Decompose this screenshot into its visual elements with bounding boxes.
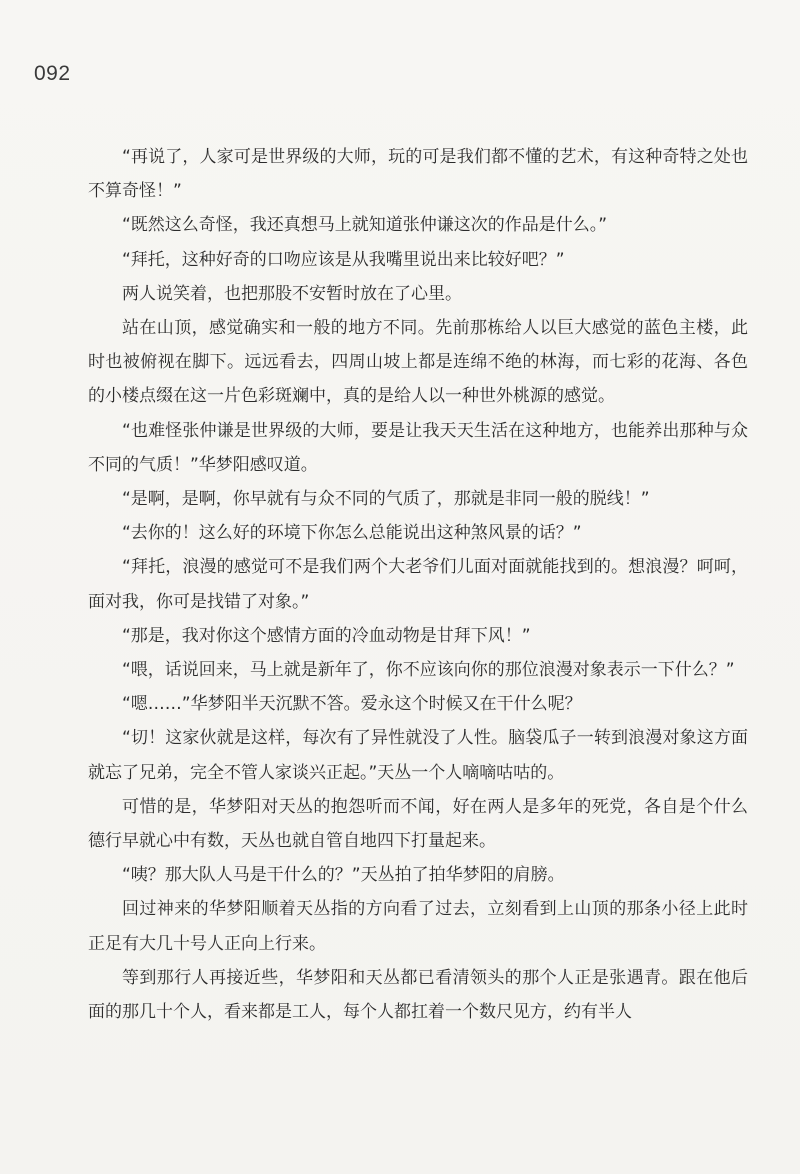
paragraph: 两人说笑着，也把那股不安暂时放在了心里。 (122, 283, 462, 304)
body-text (88, 140, 748, 1029)
paragraph: “嗯……”华梦阳半天沉默不答。爱永这个时候又在干什么呢？ (122, 694, 582, 715)
paragraph: “再说了，人家可是世界级的大师，玩的可是我们都不懂的艺术，有这种奇特之处也不算奇怪！” (88, 147, 748, 202)
paragraph: “是啊，是啊，你早就有与众不同的气质了，那就是非同一般的脱线！” (122, 489, 650, 510)
paragraph: “切！这家伙就是这样，每次有了异性就没了人性。脑袋瓜子一转到浪漫对象这方面就忘了兄弟，完全不管人家谈兴正起。”天丛一个人嘀嘀咕咕的。 (88, 728, 748, 783)
paragraph: “也难怪张仲谦是世界级的大师，要是让我天天生活在这种地方，也能养出那种与众不同的气质！”华梦阳感叹道。 (88, 420, 748, 475)
paragraph: “咦？那大队人马是干什么的？”天丛拍了拍华梦阳的肩膀。 (122, 865, 565, 886)
paragraph: 站在山顶，感觉确实和一般的地方不同。先前那栋给人以巨大感觉的蓝色主楼，此时也被俯视在脚下。远远看去，四周山坡上都是连绵不绝的林海，而七彩的花海、各色的小楼点缀在这一片色彩斑斓中，真的是给人以一种世外桃源的感觉。 (88, 318, 748, 407)
paragraph: 等到那行人再接近些，华梦阳和天丛都已看清领头的那个人正是张遇青。跟在他后面的那几十个人，看来都是工人，每个人都扛着一个数尺见方，约有半人 (88, 967, 748, 1023)
paragraph: 可惜的是，华梦阳对天丛的抱怨听而不闻，好在两人是多年的死党，各自是个什么德行早就心中有数，天丛也就自管自地四下打量起来。 (88, 796, 748, 852)
paragraph: “去你的！这么好的环境下你怎么总能说出这种煞风景的话？” (122, 523, 582, 544)
paragraph: “既然这么奇怪，我还真想马上就知道张仲谦这次的作品是什么。” (122, 215, 608, 236)
paragraph: 回过神来的华梦阳顺着天丛指的方向看了过去，立刻看到上山顶的那条小径上此时正足有大几十号人正向上行来。 (88, 899, 748, 954)
paragraph: “那是，我对你这个感情方面的冷血动物是甘拜下风！” (122, 625, 531, 646)
page-number: 092 (34, 62, 71, 85)
paragraph: “喂，话说回来，马上就是新年了，你不应该向你的那位浪漫对象表示一下什么？” (122, 660, 735, 681)
paragraph: “拜托，浪漫的感觉可不是我们两个大老爷们儿面对面就能找到的。想浪漫？呵呵，面对我，你可是找错了对象。” (88, 557, 748, 612)
paragraph: “拜托，这种好奇的口吻应该是从我嘴里说出来比较好吧？” (122, 249, 565, 270)
